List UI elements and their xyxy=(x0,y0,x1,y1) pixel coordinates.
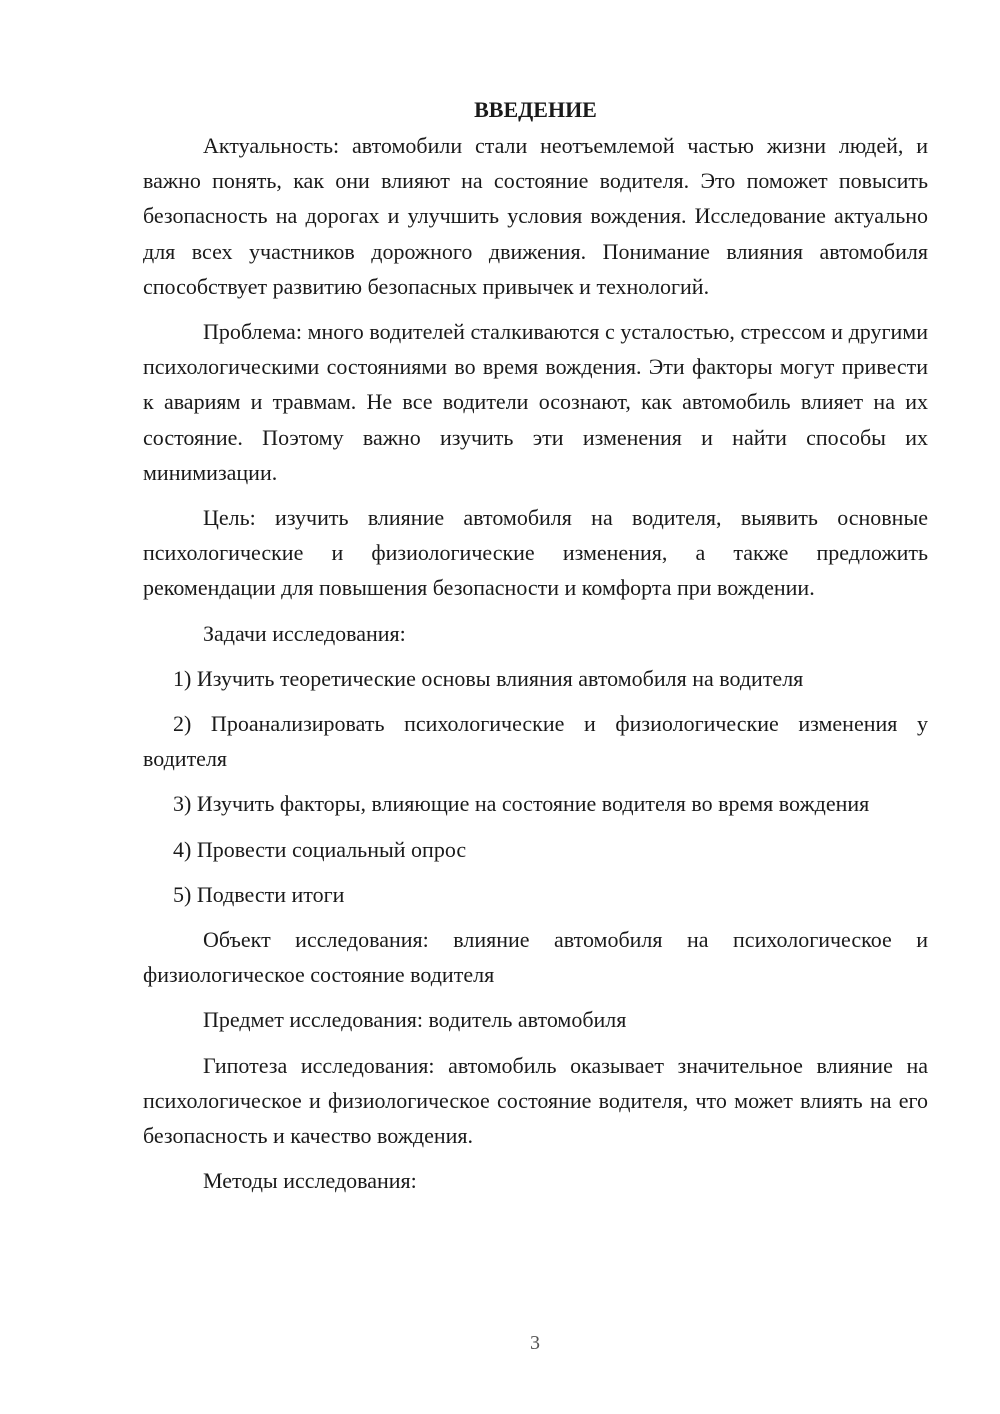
paragraph-goal: Цель: изучить влияние автомобиля на водителя, выявить основные психологические и физиологические изменения, а также предложить рекомендации для повышения безопасности и комфорта при вождении. xyxy=(143,505,928,601)
list-item: 1) Изучить теоретические основы влияния автомобиля на водителя xyxy=(173,665,804,691)
document-page xyxy=(143,92,928,1208)
page-title: ВВЕДЕНИЕ xyxy=(474,97,597,122)
list-item: 3) Изучить факторы, влияющие на состояние водителя во время вождения xyxy=(173,791,870,817)
list-item: 5) Подвести итоги xyxy=(173,881,345,907)
paragraph-hypothesis: Гипотеза исследования: автомобиль оказывает значительное влияние на психологическое и физиологическое состояние водителя, что может влиять на его безопасность и качество вождения. xyxy=(143,1052,928,1149)
paragraph-relevance: Актуальность: автомобили стали неотъемлемой частью жизни людей, и важно понять, как они влияют на состояние водителя. Это поможет повысить безопасность на дорогах и улучшить условия вождения. Исследование актуально для всех участников дорожного движения. Понимание влияния автомобиля способствует развитию безопасных привычек и технологий. xyxy=(143,133,928,299)
tasks-title: Задачи исследования: xyxy=(203,620,406,646)
page-number: 3 xyxy=(530,1332,540,1354)
paragraph-object: Объект исследования: влияние автомобиля на психологическое и физиологическое состояние водителя xyxy=(143,927,928,988)
paragraph-subject: Предмет исследования: водитель автомобиля xyxy=(203,1007,627,1033)
list-item: 4) Провести социальный опрос xyxy=(173,836,467,862)
methods-title: Методы исследования: xyxy=(203,1168,417,1194)
paragraph-problem: Проблема: много водителей сталкиваются с усталостью, стрессом и другими психологическими состояниями во время вождения. Эти факторы могут привести к авариям и травмам. Не все водители осознают, как автомобиль влияет на их состояние. Поэтому важно изучить эти изменения и найти способы их минимизации. xyxy=(143,319,928,485)
list-item: 2) Проанализировать психологические и физиологические изменения у водителя xyxy=(143,711,928,772)
